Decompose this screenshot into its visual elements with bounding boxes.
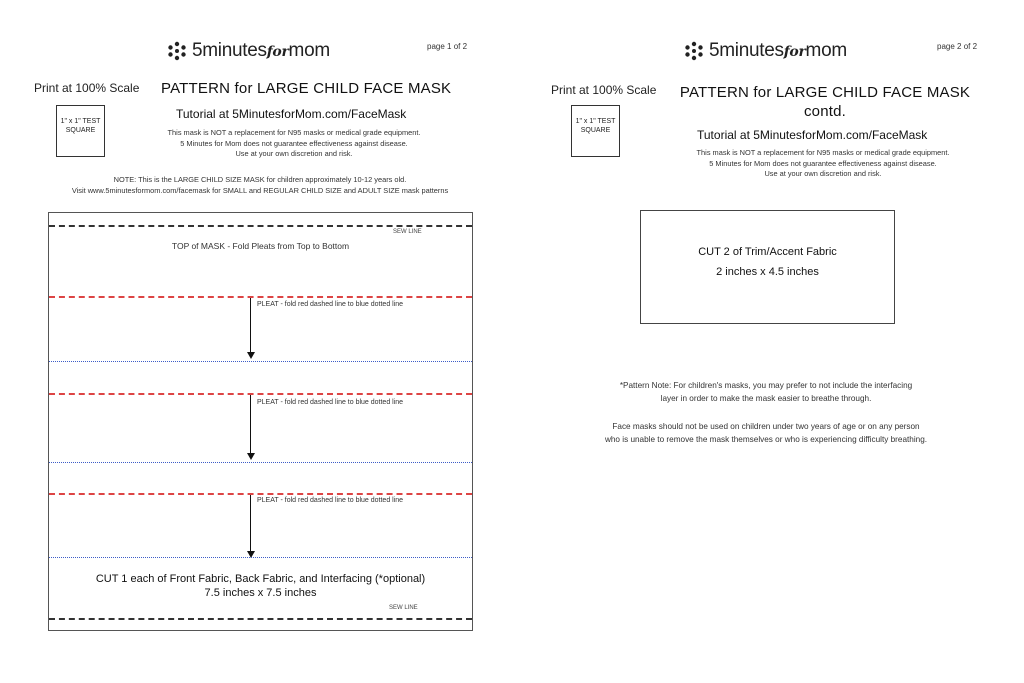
sew-line-bottom [49,618,472,620]
pleat-label: PLEAT - fold red dashed line to blue dotted line [257,301,404,308]
page-title-line2: contd. [803,103,847,120]
trim-cut-text [641,242,894,282]
age-warning [546,421,986,446]
logo-text: 5minutesformom [192,40,330,61]
trim-cut-line: CUT 2 of Trim/Accent Fabric [698,246,837,258]
logo-text: 5minutesformom [709,40,847,61]
sew-line-label-top: SEW LINE [393,229,422,235]
pleat-arrow [250,495,251,553]
disclaimer-line: 5 Minutes for Mom does not guarantee effectiveness against disease. [709,158,937,168]
disclaimer [648,148,998,180]
sew-line-label-bottom: SEW LINE [389,605,418,611]
pleat-label: PLEAT - fold red dashed line to blue dotted line [257,399,404,406]
snowflake-flower-icon [683,40,705,62]
cut-instruction-line: CUT 1 each of Front Fabric, Back Fabric, and Interfacing (*optional) [95,573,426,585]
size-note-line: NOTE: This is the LARGE CHILD SIZE MASK for children approximately 10-12 years old. [113,175,407,184]
sew-line-top [49,225,472,227]
trim-cut-dimensions: 2 inches x 4.5 inches [716,266,819,278]
size-note-line: Visit www.5minutesformom.com/facemask for SMALL and REGULAR CHILD SIZE and ADULT SIZE mask patterns [71,185,449,195]
pleat-target-line-blue [49,462,472,463]
disclaimer-line: Use at your own discretion and risk. [235,149,353,158]
print-scale-label: Print at 100% Scale [34,81,140,95]
test-square-line1: 1" x 1" TEST [575,118,616,125]
trim-cut-box [640,210,895,324]
page-title [670,83,980,121]
pleat-arrow-head-icon [247,453,255,460]
disclaimer-line: This mask is NOT a replacement for N95 masks or medical grade equipment. [167,128,421,137]
snowflake-flower-icon [166,40,188,62]
print-scale-label: Print at 100% Scale [551,83,657,97]
disclaimer-line: This mask is NOT a replacement for N95 masks or medical grade equipment. [696,148,950,157]
pleat-fold-line-red [49,296,472,298]
pleat-arrow-head-icon [247,352,255,359]
pattern-note-line: *Pattern Note: For children's masks, you may prefer to not include the interfacing [619,381,913,390]
tutorial-link: Tutorial at 5MinutesforMom.com/FaceMask [697,128,928,142]
test-square-line1: 1" x 1" TEST [60,118,101,125]
page-title: PATTERN for LARGE CHILD FACE MASK [161,80,452,97]
pleat-arrow [250,298,251,354]
page-number: page 2 of 2 [937,42,978,51]
pattern-note-line: layer in order to make the mask easier to breathe through. [660,393,872,403]
test-square [56,105,105,157]
test-square [571,105,620,157]
page-number: page 1 of 2 [427,42,468,51]
page1-logo [166,40,330,62]
disclaimer-line: 5 Minutes for Mom does not guarantee effectiveness against disease. [180,138,408,148]
page2-logo [683,40,847,62]
cut-dimensions: 7.5 inches x 7.5 inches [204,587,317,599]
mask-pattern [48,212,473,631]
disclaimer-line: Use at your own discretion and risk. [764,169,882,178]
top-of-mask-label: TOP of MASK - Fold Pleats from Top to Bottom [171,241,350,251]
tutorial-link: Tutorial at 5MinutesforMom.com/FaceMask [176,107,407,121]
pleat-fold-line-red [49,393,472,395]
test-square-line2: SQUARE [65,127,96,134]
pattern-note [566,380,966,405]
test-square-line2: SQUARE [580,127,611,134]
pleat-target-line-blue [49,557,472,558]
pleat-fold-line-red [49,493,472,495]
age-warning-line: who is unable to remove the mask themselves or who is experiencing difficulty breathing. [604,434,928,444]
pleat-label: PLEAT - fold red dashed line to blue dotted line [257,497,404,504]
cut-instructions [49,572,472,600]
size-note [40,175,480,196]
pleat-arrow [250,395,251,455]
pleat-target-line-blue [49,361,472,362]
disclaimer [120,128,468,160]
page-title-line1: PATTERN for LARGE CHILD FACE MASK [679,84,971,101]
age-warning-line: Face masks should not be used on children under two years of age or on any person [612,422,920,431]
